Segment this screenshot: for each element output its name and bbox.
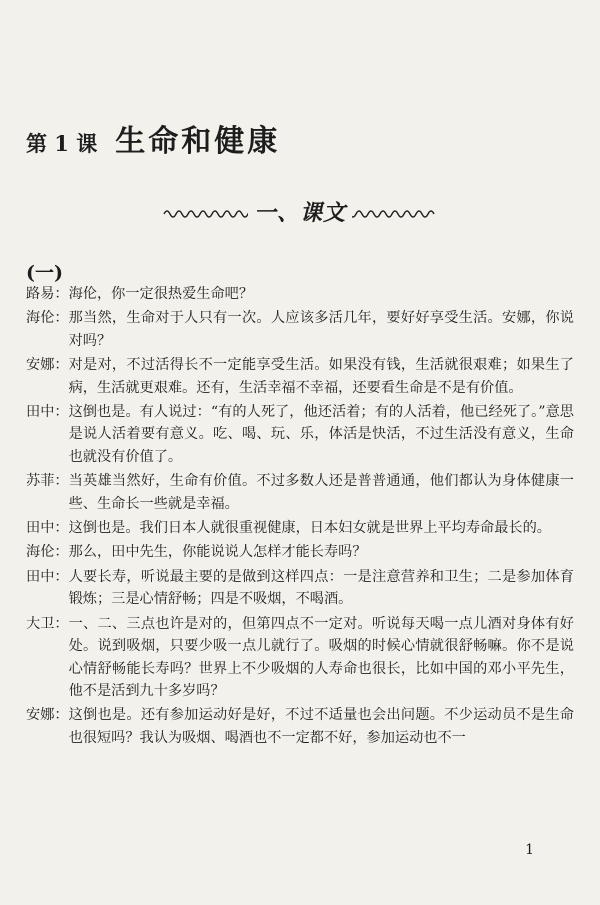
speech-text: 这倒也是。我们日本人就很重视健康，日本妇女就是世界上平均寿命最长的。: [68, 520, 551, 537]
speech-text: 这倒也是。还有参加运动好是好，不过不适量也会出问题。不少运动员不是生命也很短吗？我认为吸烟、喝酒也不一定都不好，参加运动也不一: [68, 707, 574, 746]
speaker-name: 路易：: [26, 286, 69, 302]
dialogue-turn: [26, 613, 574, 703]
dialogue-turn: [26, 307, 574, 352]
speech-text: 那么，田中先生，你能说说人怎样才能长寿吗？: [68, 544, 367, 561]
speaker-name: 安娜：: [26, 707, 69, 724]
section-title: [160, 196, 440, 227]
speech-text: 对是对，不过活得长不一定能享受生活。如果没有钱，生活就很艰难；如果生了病，生活就更艰难。还有，生活幸福不幸福，还要看生命是不是有价值。: [68, 357, 574, 396]
speech-text: 海伦，你一定很热爱生命吧？: [68, 286, 254, 302]
dialogue-turn: [26, 566, 574, 611]
part-label: (一): [26, 262, 63, 284]
speech-text: 这倒也是。有人说过：“有的人死了，他还活着；有的人活着，他已经死了。”意思是说人活着要有意义。吃、喝、玩、乐，体活是快活，不过生活没有意义，生命也就没有价值了。: [68, 404, 574, 465]
lesson-heading: [26, 116, 280, 160]
dialogue-turn: [26, 517, 574, 539]
speaker-name: 田中：: [26, 520, 69, 537]
dialogue-turn: [26, 541, 574, 563]
speaker-name: 田中：: [26, 568, 69, 585]
page-number: 1: [525, 842, 534, 858]
speech-text: 那当然，生命对于人只有一次。人应该多活几年，要好好享受生活。安娜，你说对吗？: [68, 310, 574, 349]
dialogue-turn: [26, 704, 574, 749]
section-title-text: 一、课文: [248, 200, 352, 226]
speech-text: 一、二、三点也许是对的，但第四点不一定对。听说每天喝一点儿酒对身体有好处。说到吸烟，只要少吸一点儿就行了。吸烟的时候心情就很舒畅嘛。你不是说心情舒畅能长寿吗？世界上不少吸烟的人寿命也很长，比如中国的邓小平先生，他不是活到九十多岁吗？: [68, 615, 574, 699]
speaker-name: 海伦：: [26, 544, 69, 561]
speaker-name: 安娜：: [26, 357, 69, 374]
lesson-number: 第 1 课: [26, 131, 98, 156]
section-banner: [160, 196, 440, 236]
speaker-name: 田中：: [26, 404, 69, 421]
dialogue-turn: [26, 283, 574, 305]
speaker-name: 苏菲：: [26, 473, 69, 490]
speaker-name: 海伦：: [26, 310, 69, 327]
dialogue-turn: [26, 401, 574, 468]
dialogue: [26, 283, 574, 751]
speech-text: 当英雄当然好，生命有价值。不过多数人还是普普通通，他们都认为身体健康一些、生命长一些就是幸福。: [68, 473, 574, 512]
dialogue-turn: [26, 470, 574, 515]
dialogue-turn: [26, 354, 574, 399]
lesson-title: 生命和健康: [115, 124, 281, 159]
speech-text: 人要长寿，听说最主要的是做到这样四点：一是注意营养和卫生；二是参加体育锻炼；三是心情舒畅；四是不吸烟，不喝酒。: [68, 568, 574, 608]
speaker-name: 大卫：: [26, 615, 69, 632]
